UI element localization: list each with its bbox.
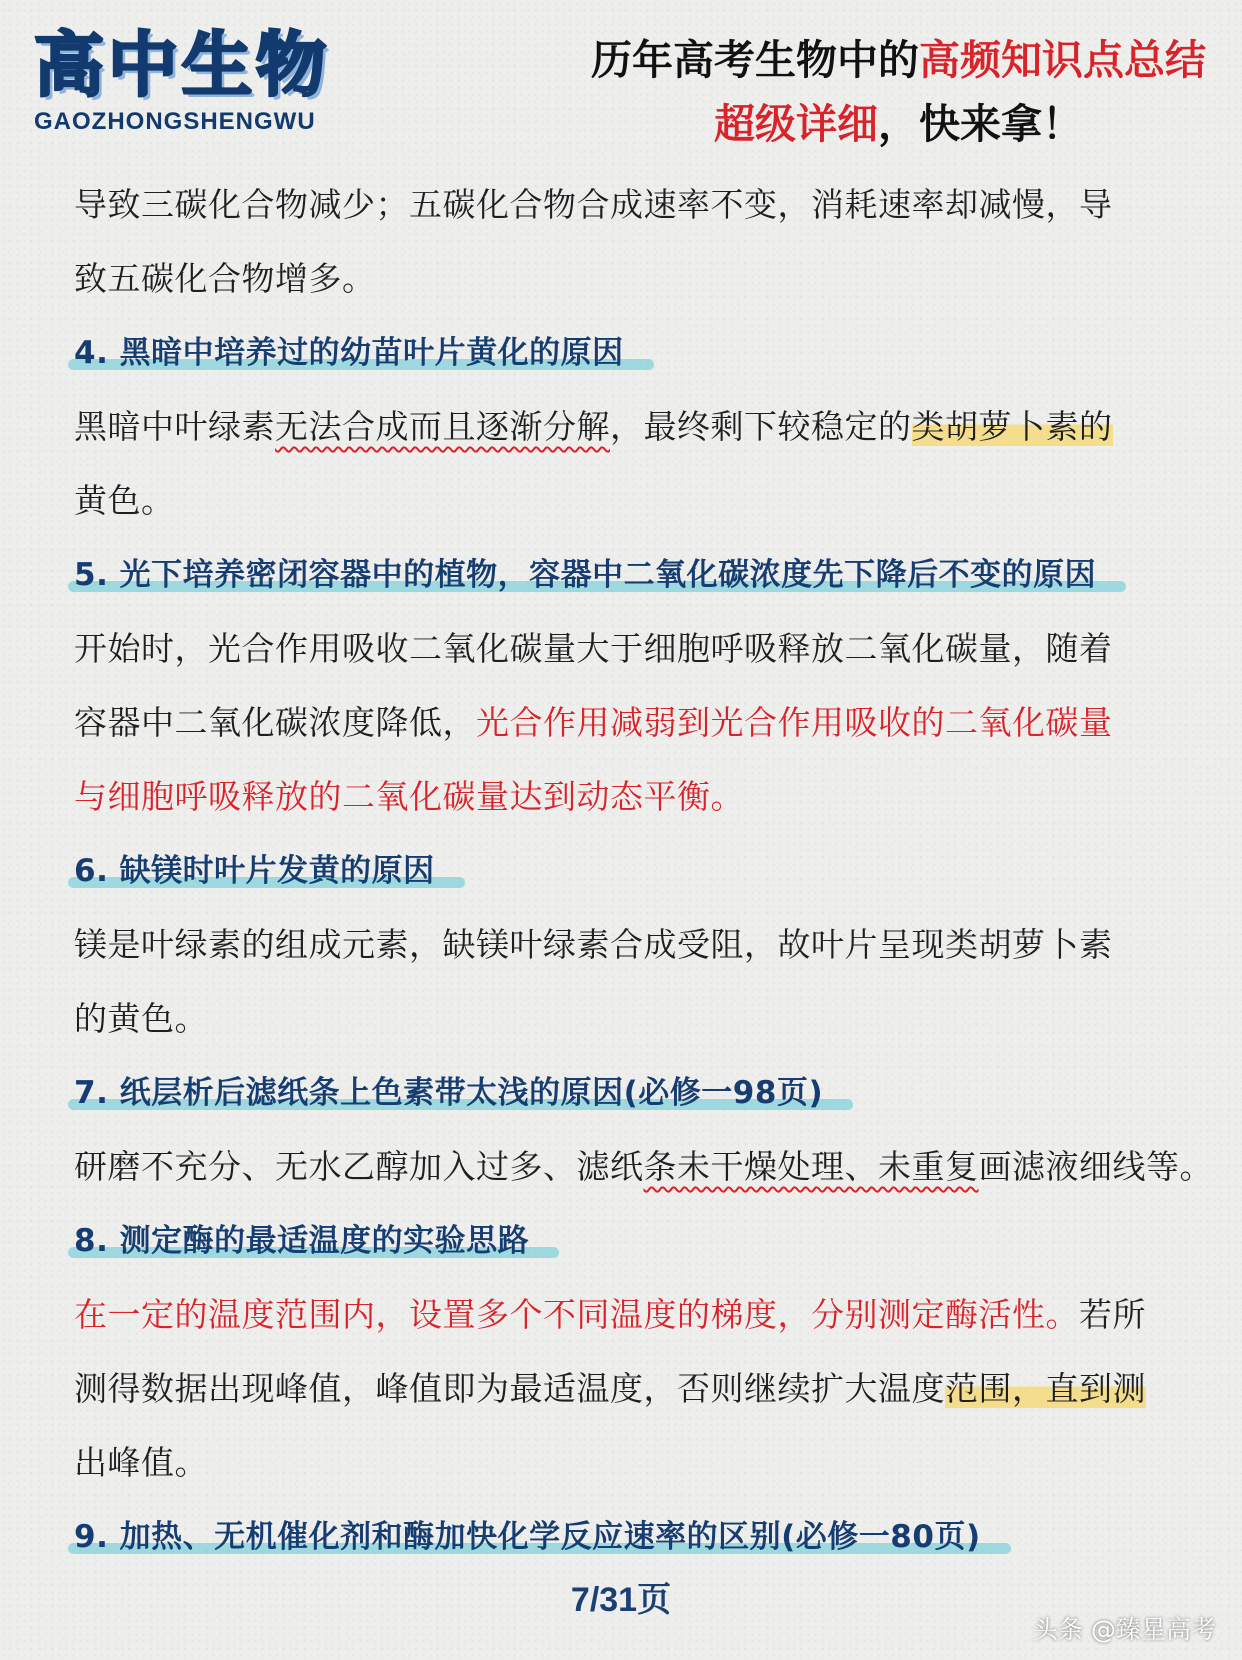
section-8-body bbox=[74, 1278, 1170, 1500]
section-4-text-a: 黑暗中叶绿素 bbox=[74, 407, 275, 446]
section-4-heading: 4. 黑暗中培养过的幼苗叶片黄化的原因 bbox=[74, 316, 624, 390]
intro-paragraph bbox=[74, 168, 1170, 316]
headline-line1-red: 高频知识点总结 bbox=[919, 36, 1206, 84]
section-4-wavy-text: 无法合成而且逐渐分解 bbox=[275, 407, 610, 446]
section-7 bbox=[74, 1056, 1242, 1204]
section-4-text-b: ，最终剩下较稳定的 bbox=[610, 407, 912, 446]
section-6-line-1: 镁是叶绿素的组成元素，缺镁叶绿素合成受阻，故叶片呈现类胡萝卜素 bbox=[74, 925, 1113, 964]
intro-line-1: 导致三碳化合物减少；五碳化合物合成速率不变，消耗速率却减慢，导 bbox=[74, 185, 1113, 224]
section-8-line-3: 出峰值。 bbox=[74, 1443, 208, 1482]
intro-line-2: 致五碳化合物增多。 bbox=[74, 259, 376, 298]
section-5-line2-black: 容器中二氧化碳浓度降低， bbox=[74, 703, 476, 742]
brand-logo bbox=[34, 24, 364, 136]
section-5-line2-red: 光合作用减弱到光合作用吸收的二氧化碳量 bbox=[476, 703, 1113, 742]
section-8 bbox=[74, 1204, 1242, 1500]
section-5-line-2 bbox=[74, 686, 1170, 760]
page-number: 7/31页 bbox=[570, 1581, 672, 1619]
section-8-line-2 bbox=[74, 1352, 1170, 1426]
headline-line1-black: 历年高考生物中的 bbox=[591, 36, 919, 84]
section-6-body bbox=[74, 908, 1170, 1056]
headline-line-2 bbox=[591, 92, 1206, 156]
section-8-line1-red: 在一定的温度范围内，设置多个不同温度的梯度，分别测定酶活性。 bbox=[74, 1295, 1079, 1334]
headline-line-1 bbox=[591, 28, 1206, 92]
section-4-line-1 bbox=[74, 390, 1170, 464]
headline-line2-black: ，快来拿！ bbox=[878, 100, 1083, 148]
section-8-line2-text: 测得数据出现峰值，峰值即为最适温度，否则继续扩大温度 bbox=[74, 1369, 945, 1408]
page-headline bbox=[591, 28, 1206, 156]
section-5-heading: 5. 光下培养密闭容器中的植物，容器中二氧化碳浓度先下降后不变的原因 bbox=[74, 538, 1096, 612]
section-7-text-a: 研磨不充分、无水乙醇加入过多、滤纸 bbox=[74, 1147, 644, 1186]
section-4-line-2: 黄色。 bbox=[74, 481, 175, 520]
section-6-line-2: 的黄色。 bbox=[74, 999, 208, 1038]
section-8-line-1 bbox=[74, 1278, 1170, 1352]
brand-title: 高中生物 bbox=[34, 24, 330, 106]
section-8-heading: 8. 测定酶的最适温度的实验思路 bbox=[74, 1204, 529, 1278]
section-7-body bbox=[74, 1130, 1242, 1204]
section-5-body bbox=[74, 612, 1170, 834]
headline-line2-red: 超级详细 bbox=[714, 100, 878, 148]
section-6-heading: 6. 缺镁时叶片发黄的原因 bbox=[74, 834, 435, 908]
section-4-highlight: 类胡萝卜素的 bbox=[911, 407, 1113, 446]
section-5-line-3: 与细胞呼吸释放的二氧化碳量达到动态平衡。 bbox=[74, 777, 744, 816]
section-7-wavy-text: 条未干燥处理、未重复 bbox=[643, 1147, 979, 1186]
section-7-heading: 7. 纸层析后滤纸条上色素带太浅的原因(必修一98页) bbox=[74, 1056, 823, 1130]
section-4 bbox=[74, 316, 1242, 538]
section-9-heading: 9. 加热、无机催化剂和酶加快化学反应速率的区别(必修一80页) bbox=[74, 1500, 981, 1574]
section-9 bbox=[74, 1500, 1242, 1574]
section-8-highlight: 范围，直到测 bbox=[945, 1369, 1146, 1408]
section-7-text-b: 画滤液细线等。 bbox=[978, 1147, 1213, 1186]
watermark: 头条 @臻星高考 bbox=[1033, 1615, 1216, 1644]
main-content bbox=[74, 168, 1242, 1574]
section-4-body bbox=[74, 390, 1170, 538]
section-5 bbox=[74, 538, 1242, 834]
section-5-line-1: 开始时，光合作用吸收二氧化碳量大于细胞呼吸释放二氧化碳量，随着 bbox=[74, 629, 1113, 668]
section-6 bbox=[74, 834, 1242, 1056]
section-8-line1-black: 若所 bbox=[1079, 1295, 1146, 1334]
brand-subtitle: GAOZHONGSHENGWU bbox=[34, 108, 316, 135]
